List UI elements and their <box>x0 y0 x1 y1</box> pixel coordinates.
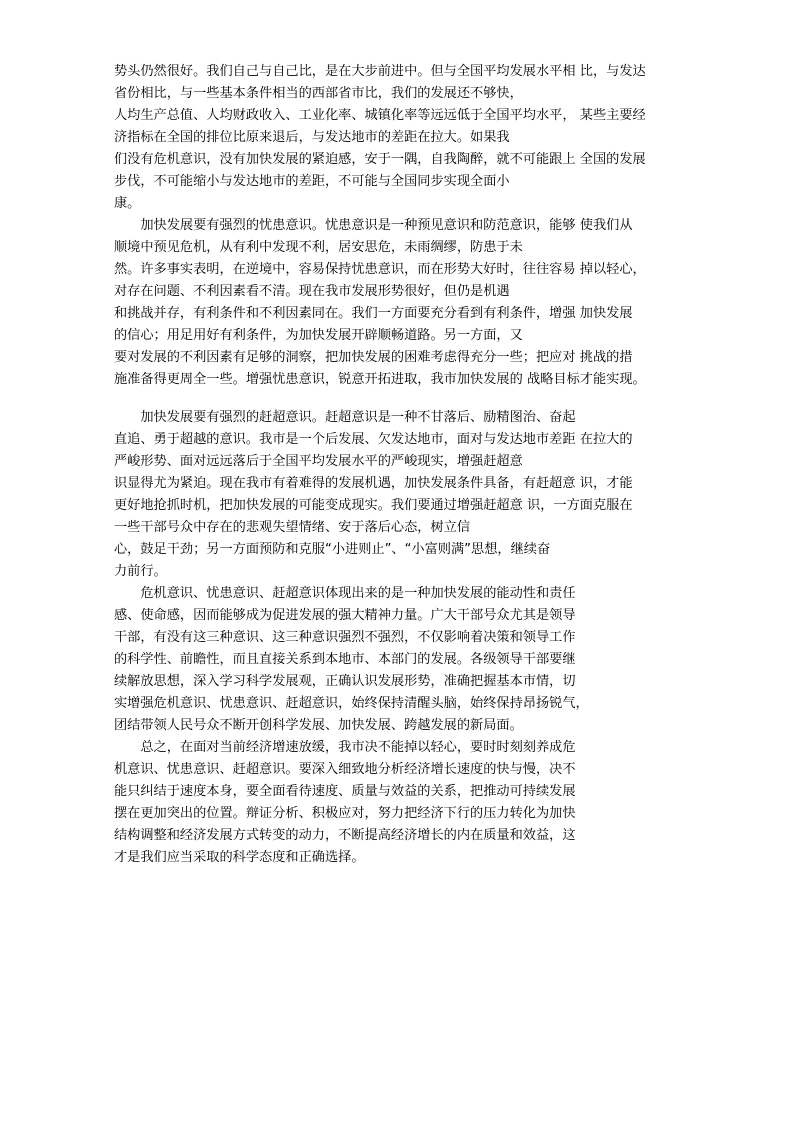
text-line: 对存在问题、不利因素看不清。现在我市发展形势很好，但仍是机遇 <box>114 284 510 299</box>
text-line: 严峻形势、面对远远落后于全国平均发展水平的严峻现实，增强赶超意 <box>114 454 523 469</box>
text-line: 结构调整和经济发展方式转变的动力，不断提高经济增长的内在质量和效益，这 <box>114 828 576 843</box>
text-line: 危机意识、忧患意识、赶超意识体现出来的是一种加快发展的能动性和责任 <box>114 586 576 601</box>
text-line: 才是我们应当采取的科学态度和正确选择。 <box>114 850 365 865</box>
text-line: 势头仍然很好。我们自己与自己比，是在大步前进中。但与全国平均发展水平相 比，与发达 <box>114 64 646 79</box>
text-line: 能只纠结于速度本身，要全面看待速度、质量与效益的关系，把推动可持续发展 <box>114 784 576 799</box>
text-line: 济指标在全国的排位比原来退后，与发达地市的差距在拉大。如果我 <box>114 130 510 145</box>
text-line: 加快发展要有强烈的忧患意识。忧患意识是一种预见意识和防范意识，能够 使我们从 <box>114 218 633 233</box>
text-line: 的科学性、前瞻性，而且直接关系到本地市、本部门的发展。各级领导干部要继 <box>114 652 576 667</box>
text-line: 机意识、忧患意识、赶超意识。要深入细致地分析经济增长速度的快与慢，决不 <box>114 762 576 777</box>
text-line: 和挑战并存，有利条件和不利因素同在。我们一方面要充分看到有利条件，增强 加快发展 <box>114 306 633 321</box>
text-line: 省份相比，与一些基本条件相当的西部省市比，我们的发展还不够快， <box>114 86 523 101</box>
text-line: 施准备得更周全一些。增强忧患意识，锐意开拓进取，我市加快发展的 战略目标才能实现。 <box>114 372 646 387</box>
text-line: 人均生产总值、人均财政收入、工业化率、城镇化率等远远低于全国平均水平， 某些主要经 <box>114 108 646 123</box>
text-line: 实增强危机意识、忧患意识、赶超意识，始终保持清醒头脑，始终保持昂扬锐气， <box>114 696 589 711</box>
text-line: 的信心；用足用好有利条件，为加快发展开辟顺畅道路。另一方面，又 <box>114 328 523 343</box>
text-line: 总之，在面对当前经济增速放缓，我市决不能掉以轻心，要时时刻刻养成危 <box>114 740 576 755</box>
text-line: 顺境中预见危机，从有利中发现不利，居安思危，未雨绸缪，防患于未 <box>114 240 523 255</box>
text-line: 力前行。 <box>114 564 167 579</box>
text-line: 心，鼓足干劲；另一方面预防和克服“小进则止”、“小富则满”思想，继续奋 <box>114 542 551 557</box>
text-line: 识显得尤为紧迫。现在我市有着难得的发展机遇，加快发展条件具备，有赶超意 识，才能 <box>114 476 633 491</box>
text-line: 一些干部号众中存在的悲观失望情绪、安于落后心态，树立信 <box>114 520 471 535</box>
text-line: 加快发展要有强烈的赶超意识。赶超意识是一种不甘落后、励精图治、奋起 <box>114 410 576 425</box>
text-line: 续解放思想，深入学习科学发展观，正确认识发展形势，准确把握基本市情，切 <box>114 674 576 689</box>
text-line: 直追、勇于超越的意识。我市是一个后发展、欠发达地市，面对与发达地市差距 在拉大的 <box>114 432 633 447</box>
text-line: 感、使命感，因而能够成为促进发展的强大精神力量。广大干部号众尤其是领导 <box>114 608 576 623</box>
text-line: 干部，有没有这三种意识、这三种意识强烈不强烈，不仅影响着决策和领导工作 <box>114 630 576 645</box>
text-line: 要对发展的不利因素有足够的洞察，把加快发展的困难考虑得充分一些；把应对 挑战的措 <box>114 350 633 365</box>
text-line: 步伐，不可能缩小与发达地市的差距，不可能与全国同步实现全面小 <box>114 174 510 189</box>
text-line: 然。许多事实表明，在逆境中，容易保持忧患意识，而在形势大好时，往往容易 掉以轻心， <box>114 262 646 277</box>
text-line: 康。 <box>114 196 141 211</box>
text-line: 更好地抢抓时机，把加快发展的可能变成现实。我们要通过增强赶超意 识，一方面克服在 <box>114 498 633 513</box>
text-line: 摆在更加突出的位置。辩证分析、积极应对，努力把经济下行的压力转化为加快 <box>114 806 576 821</box>
text-line: 们没有危机意识，没有加快发展的紧迫感，安于一隅，自我陶醉，就不可能跟上 全国的发展 <box>114 152 646 167</box>
text-line: 团结带领人民号众不断开创科学发展、加快发展、跨越发展的新局面。 <box>114 718 523 733</box>
